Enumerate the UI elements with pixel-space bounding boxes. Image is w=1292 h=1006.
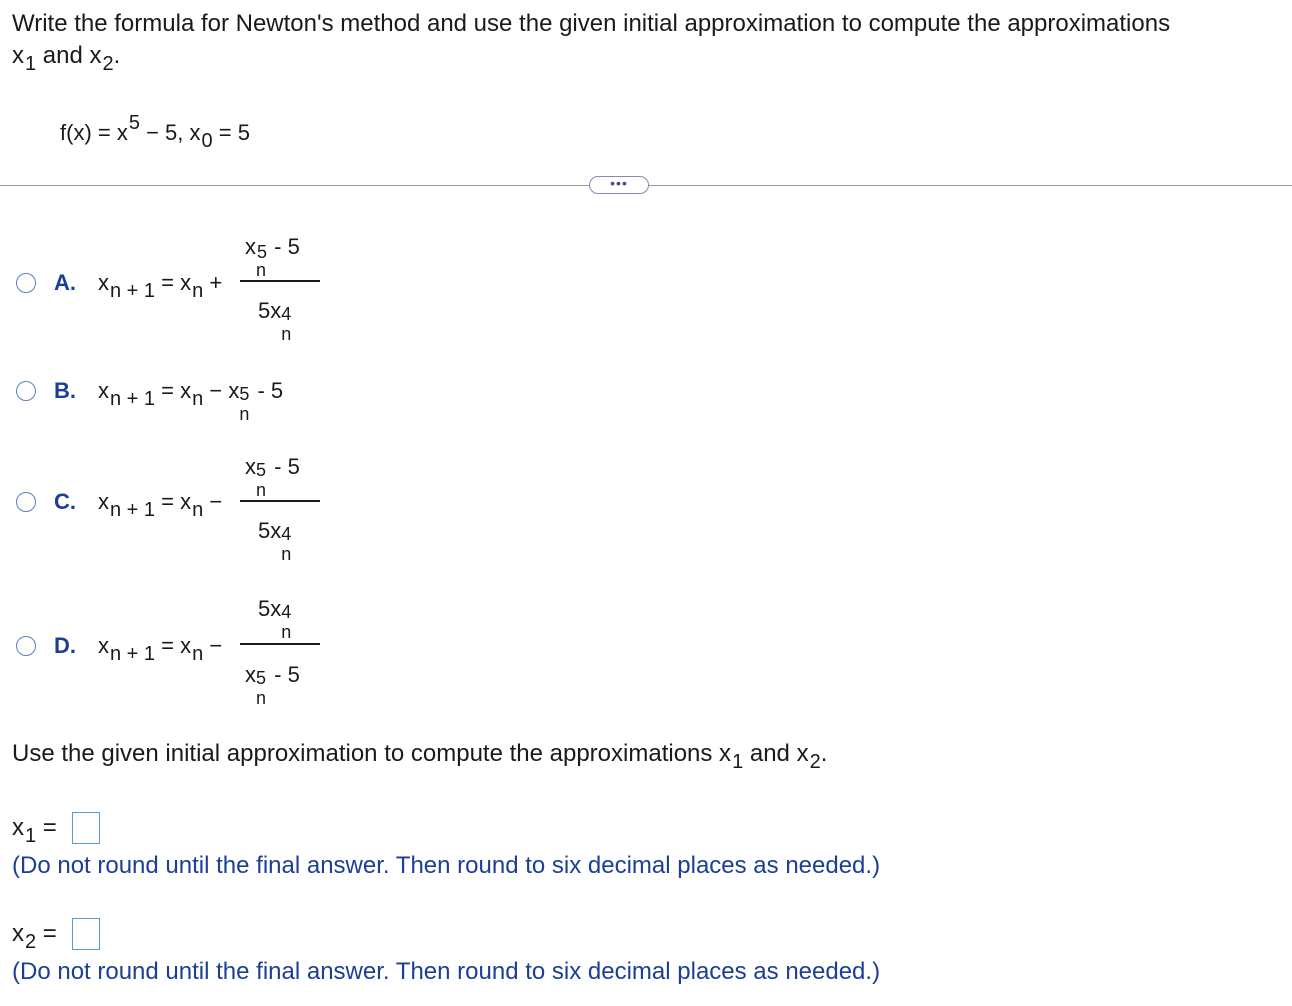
function-definition: f(x) = x5 − 5, x0 = 5: [60, 112, 250, 152]
option-a-lhs: xn + 1 = xn +: [98, 270, 223, 302]
answer-x1-label: $x_1$ =: [12, 814, 57, 847]
option-c-letter: C.: [54, 489, 76, 514]
option-b-formula: xn + 1 = xn − x 5 n - 5: [98, 378, 284, 424]
option-a-numerator: x 5 n - 5: [245, 234, 300, 280]
question-text: [12, 8, 1170, 40]
option-a-fraction-bar: [240, 280, 320, 282]
question-line1: Write the formula for Newton's method and use the given initial approximation to compute the approximations: [12, 10, 1171, 37]
option-c-fraction-bar: [240, 500, 320, 502]
option-a-letter: A.: [54, 270, 76, 295]
option-c-lhs: xn + 1 = xn −: [98, 489, 223, 521]
answer-x2-label: $x_2$ =: [12, 920, 57, 953]
question-text-line2: $x_1$ and $x_2$.: [12, 42, 121, 75]
part2-prompt: Use the given initial approximation to compute the approximations $x_1$ and $x_2$.: [12, 740, 828, 773]
option-c-denominator: 5x 4 n: [258, 518, 292, 564]
answer-x1-hint: (Do not round until the final answer. Then round to six decimal places as needed.): [12, 852, 881, 879]
option-a-radio[interactable]: [16, 273, 36, 293]
answer-x2-hint: (Do not round until the final answer. Then round to six decimal places as needed.): [12, 958, 881, 985]
option-d-numerator: 5x 4 n: [258, 596, 292, 642]
option-d-fraction-bar: [240, 643, 320, 645]
option-a-denominator: 5x 4 n: [258, 298, 292, 344]
option-c-numerator: x 5 n - 5: [245, 454, 300, 500]
option-d-radio[interactable]: [16, 636, 36, 656]
option-d-letter: D.: [54, 633, 76, 658]
option-d-lhs: xn + 1 = xn −: [98, 633, 223, 665]
answer-x2-input[interactable]: [72, 918, 100, 950]
option-b-radio[interactable]: [16, 381, 36, 401]
answer-x1-input[interactable]: [72, 812, 100, 844]
option-d-denominator: x 5 n - 5: [245, 662, 300, 708]
more-options-button[interactable]: •••: [589, 176, 649, 194]
option-c-radio[interactable]: [16, 492, 36, 512]
option-b-letter: B.: [54, 378, 76, 403]
